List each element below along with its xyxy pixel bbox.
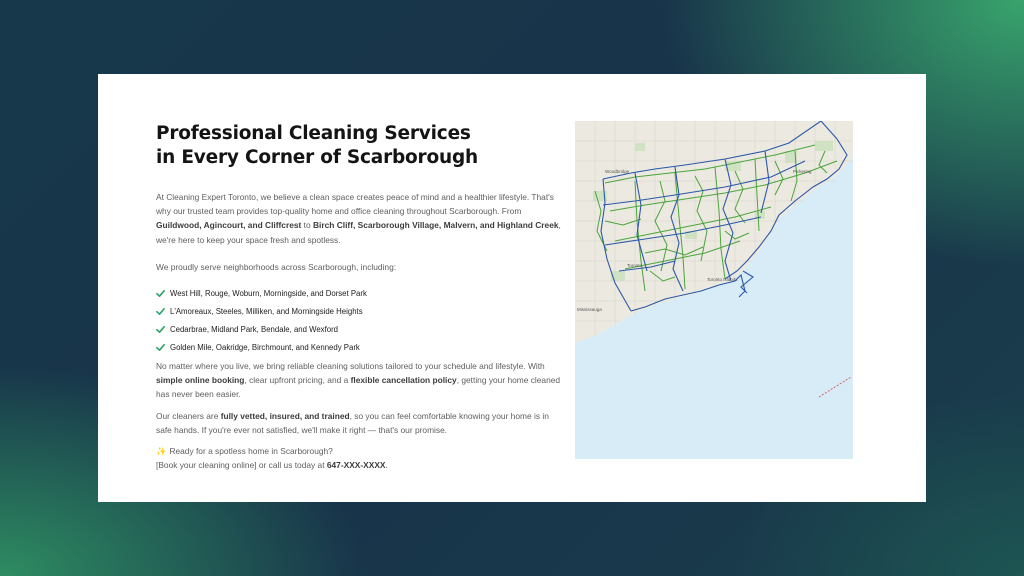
cta-line-1	[156, 444, 566, 458]
p3-text-c: , so you can feel comfortable knowing your home is in safe hands. If you're ever not satisfied, we'll make it right — that's our promise.	[156, 410, 549, 435]
list-item	[156, 338, 566, 356]
check-icon	[156, 289, 165, 298]
section-title	[156, 122, 566, 170]
paragraph-intro	[156, 190, 566, 247]
cta-line-2	[156, 458, 566, 472]
neighborhoods-intro: We proudly serve neighborhoods across Scarborough, including:	[156, 261, 397, 272]
p1-bold-b: Guildwood, Agincourt, and Cliffcrest	[156, 220, 302, 231]
phone-number[interactable]: 647-XXX-XXXX	[326, 460, 386, 471]
p1-text-a: At Cleaning Expert Toronto, we believe a clean space creates peace of mind and a healthier lifestyle. That's why our trusted team provides top-quality home and office cleaning throughout Scarborough. From	[156, 192, 554, 217]
land-area	[575, 121, 853, 343]
check-icon	[156, 307, 165, 316]
map-label-woodbridge: Woodbridge	[605, 169, 630, 174]
map-image	[575, 121, 853, 459]
paragraph-booking	[156, 359, 566, 402]
list-item	[156, 302, 566, 320]
p1-text-e: , we're here to keep your space fresh and spotless.	[156, 220, 561, 245]
neighborhood-text: Golden Mile, Oakridge, Birchmount, and Kennedy Park	[170, 342, 360, 352]
neighborhood-text: West Hill, Rouge, Woburn, Morningside, and Dorset Park	[170, 288, 367, 298]
scarborough-map	[575, 121, 853, 459]
map-label-pickering: Pickering	[793, 169, 812, 174]
list-item	[156, 320, 566, 338]
text-column	[156, 122, 566, 472]
sparkles-icon: ✨	[156, 446, 167, 457]
p2-text-c: , clear upfront pricing, and a	[244, 375, 351, 386]
cta-period: .	[385, 460, 388, 471]
p1-text-c: to	[301, 220, 313, 231]
check-icon	[156, 325, 165, 334]
neighborhood-text: Cedarbrae, Midland Park, Bendale, and Wexford	[170, 324, 339, 334]
p2-bold-b: simple online booking	[156, 375, 245, 386]
map-label-mississauga: Mississauga	[577, 307, 602, 312]
p2-text-a: No matter where you live, we bring reliable cleaning solutions tailored to your schedule and lifestyle. With	[156, 361, 545, 372]
p3-bold-b: fully vetted, insured, and trained	[220, 410, 350, 421]
neighborhood-list	[156, 284, 566, 356]
map-label-toronto: Toronto	[627, 263, 643, 268]
call-to-action	[156, 444, 566, 472]
title-line-1: Professional Cleaning Services	[156, 123, 471, 144]
p1-bold-d: Birch Cliff, Scarborough Village, Malvern, and Highland Creek	[312, 220, 559, 231]
list-item	[156, 284, 566, 302]
content-card	[98, 74, 926, 502]
check-icon	[156, 343, 165, 352]
p3-text-a: Our cleaners are	[156, 410, 221, 421]
cta-question: Ready for a spotless home in Scarborough?	[169, 446, 333, 457]
ferry-route	[819, 377, 851, 397]
map-label-toronto-islands: Toronto Islands	[707, 277, 738, 282]
paragraph-trust	[156, 409, 566, 437]
cta-booking-text[interactable]: [Book your cleaning online] or call us today at	[156, 460, 327, 471]
p2-bold-d: flexible cancellation policy	[350, 375, 457, 386]
neighborhood-text: L'Amoreaux, Steeles, Milliken, and Morningside Heights	[170, 306, 363, 316]
p2-text-e: , getting your home cleaned has never been easier.	[156, 375, 561, 400]
title-line-2: in Every Corner of Scarborough	[156, 147, 478, 168]
